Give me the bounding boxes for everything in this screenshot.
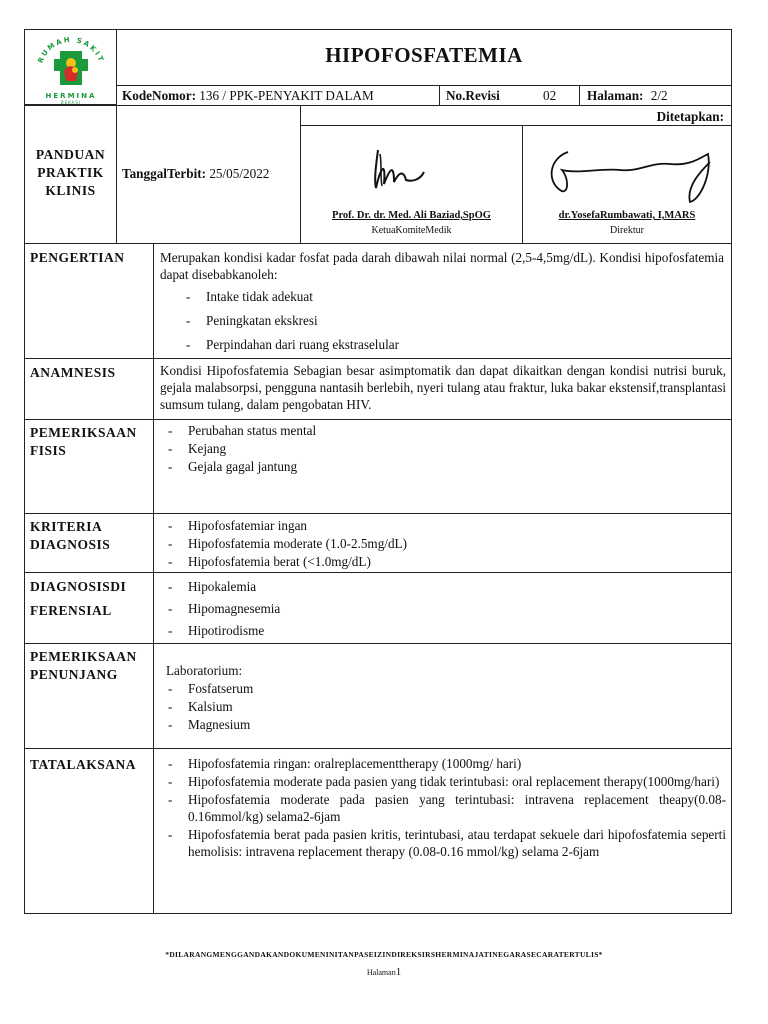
ditetapkan-label: Ditetapkan: [656, 109, 724, 124]
list-item: - Fosfatserum [160, 680, 720, 697]
diferensial-label-1: DIAGNOSISDI [30, 579, 127, 594]
pengertian-text: Merupakan kondisi kadar fosfat pada darah dibawah nilai normal (2,5-4,5mg/dL). Kondisi hipofosfatemia dapat disebabkanoleh: [160, 250, 724, 282]
list-item: - Hipofosfatemia moderate (1.0-2.5mg/dL) [160, 535, 720, 552]
signature-1 [360, 140, 460, 200]
tanggal-value: 25/05/2022 [209, 166, 270, 181]
halaman [587, 87, 668, 104]
pengertian-label: PENGERTIAN [30, 250, 125, 265]
signer-1-role: KetuaKomiteMedik [371, 225, 452, 236]
revisi-value: 02 [543, 88, 557, 103]
halaman-label: Halaman: [587, 88, 644, 103]
footer-warning: *DILARANGMENGGANDAKANDOKUMENINITANPASEIZINDIREKSIRSHERMINAJATINEGARASECARATERTULIS* [165, 950, 603, 959]
penunjang-intro: Laboratorium: [166, 663, 243, 678]
pengertian-list [178, 288, 718, 353]
penunjang-label: PEMERIKSAAN PENUNJANG [30, 649, 137, 682]
list-item: - Perubahan status mental [160, 422, 720, 439]
penunjang-list [160, 680, 720, 733]
diferensial-label-2: FERENSIAL [30, 603, 112, 618]
list-item: - Hipofosfatemia moderate pada pasien yang tidak terintubasi: oral replacement therapy(1000mg/hari) [160, 773, 726, 790]
list-item: - Hipofosfatemia berat pada pasien kritis, terintubasi, atau terdapat sekuele dari hipofosfatemia seperti hemolisis: intravena replacement therapy (0.08-0.16 mmol/kg) selama 2-6jam [160, 826, 726, 860]
logo-name: HERMINA [45, 92, 97, 100]
list-item: - Kalsium [160, 698, 720, 715]
list-item: - Hipotirodisme [160, 622, 720, 639]
kriteria-list [160, 517, 720, 570]
list-item: - Hipomagnesemia [160, 600, 720, 617]
list-item: - Peningkatan ekskresi [178, 312, 718, 329]
tanggal-terbit [122, 165, 269, 182]
svg-text:RUMAH SAKIT: RUMAH SAKIT [36, 35, 106, 65]
halaman-value: 2/2 [650, 88, 668, 103]
kriteria-label: KRITERIA DIAGNOSIS [30, 519, 111, 552]
list-item: - Hipofosfatemiar ingan [160, 517, 720, 534]
list-item: - Hipokalemia [160, 578, 720, 595]
signer-2-name: dr.YosefaRumbawati, I,MARS [558, 210, 696, 221]
list-item: - Intake tidak adekuat [178, 288, 718, 305]
kode-label: KodeNomor: [122, 88, 196, 103]
footer-page [0, 966, 768, 978]
anamnesis-text: Kondisi Hipofosfatemia Sebagian besar asimptomatik dan dapat dikaitkan dengan kondisi nutrisi buruk, gejala malabsorpsi, pengguna nantasih berlebih, nyeri tulang atau fraktur, luka bakar ekstensif,transplantasi sumsum tulang, dalam pengobatan HIV. [160, 363, 726, 412]
fisis-label: PEMERIKSAAN FISIS [30, 425, 137, 458]
signer-1-name: Prof. Dr. dr. Med. Ali Baziad,SpOG [332, 210, 491, 221]
fisis-list [160, 422, 720, 475]
kode-value: 136 / PPK-PENYAKIT DALAM [199, 88, 374, 103]
signature-2 [540, 140, 720, 208]
list-item: - Kejang [160, 440, 720, 457]
revisi-label: No.Revisi [446, 88, 500, 103]
tatalaksana-list [160, 755, 726, 860]
tanggal-label: TanggalTerbit: [122, 166, 207, 181]
kode-nomor [122, 87, 374, 104]
signer-2-role: Direktur [610, 225, 644, 236]
list-item: - Hipofosfatemia ringan: oralreplacementtherapy (1000mg/ hari) [160, 755, 726, 772]
list-item: - Hipofosfatemia moderate pada pasien yang terintubasi: intravena replacement theapy(0.08-0.16mmol/kg) selama2-6jam [160, 791, 726, 825]
logo-sub: BEKASI [60, 100, 82, 105]
diferensial-list [160, 578, 720, 639]
panduan-label: PANDUAN PRAKTIK KLINIS [35, 147, 106, 198]
list-item: - Magnesium [160, 716, 720, 733]
list-item: - Perpindahan dari ruang ekstraselular [178, 336, 718, 353]
anamnesis-label: ANAMNESIS [30, 365, 116, 380]
document-title: HIPOFOSFATEMIA [325, 43, 523, 67]
list-item: - Gejala gagal jantung [160, 458, 720, 475]
list-item: - Hipofosfatemia berat (<1.0mg/dL) [160, 553, 720, 570]
tatalaksana-label: TATALAKSANA [30, 757, 137, 772]
footer-page-label: Halaman [366, 968, 396, 977]
footer-page-number: 1 [395, 966, 402, 978]
